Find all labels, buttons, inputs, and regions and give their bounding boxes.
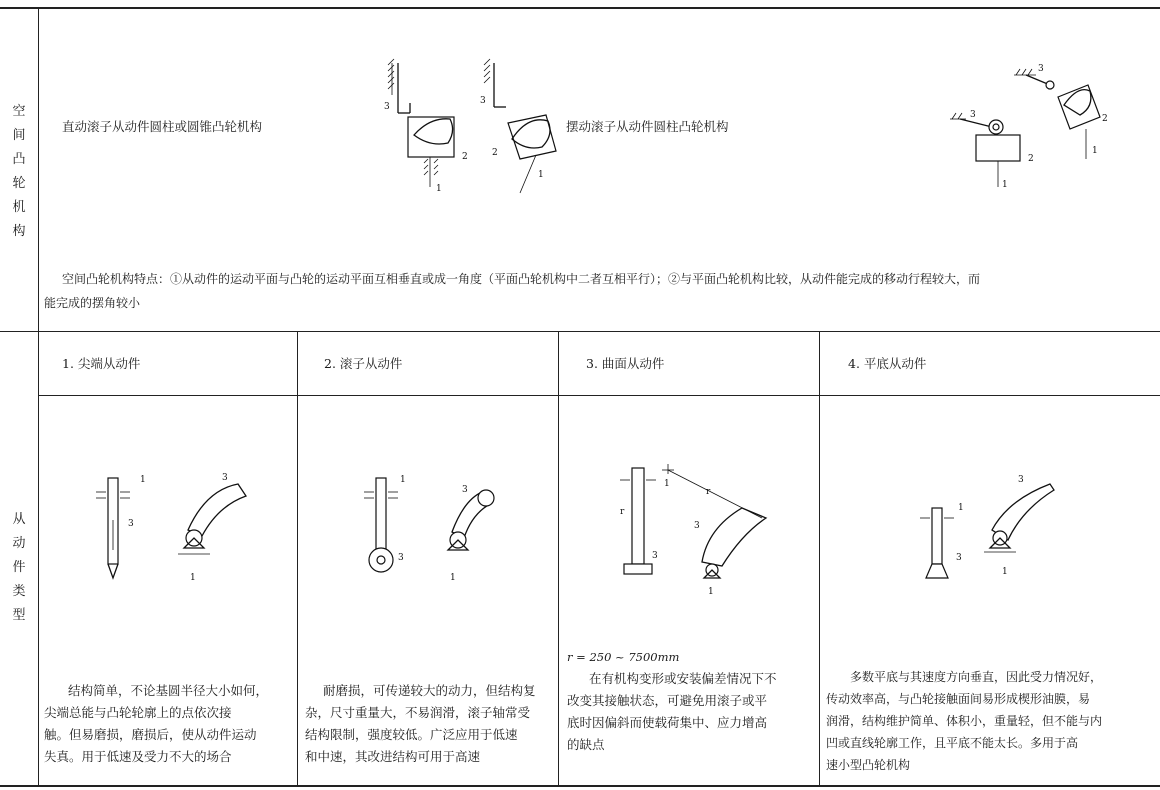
roller-follower-figure [352,470,522,590]
part-number-label: 3 [652,551,658,561]
description-line: 多数平底与其速度方向垂直，因此受力情况好， [850,670,1103,684]
part-number-label: 1 [450,573,456,583]
curved-face-follower-description [567,646,817,756]
part-number-label: 1 [958,503,964,513]
description-line: 失真。用于低速及受力不大的场合 [44,749,232,764]
description-line: 的缺点 [567,737,605,752]
part-number-label: 1 [708,587,714,597]
knife-edge-follower-description [44,680,294,768]
description-line: 速小型凸轮机构 [826,758,911,772]
space-cam-section-label [0,100,38,244]
part-number-label: 1 [436,184,442,194]
description-line: 触。但易磨损，磨损后，使从动件运动 [44,727,257,742]
flat-face-follower-header: 4. 平底从动件 [848,356,927,371]
radius-range-formula: r = 250 ~ 7500mm [567,650,680,664]
part-number-label: 3 [398,553,404,563]
follower-type-section-label [0,508,38,628]
label-char: 间 [12,128,26,143]
part-number-label: 3 [694,521,700,531]
space-cam-features-line1: 空间凸轮机构特点：①从动件的运动平面与凸轮的运动平面互相垂直或成一角度（平面凸轮机构中二者互相平行）；②与平面凸轮机构比较，从动件能完成的移动行程较大，而 [62,272,981,286]
part-number-label: 3 [970,110,976,120]
oscillating-roller-cam-title: 摆动滚子从动件圆柱凸轮机构 [566,119,729,134]
part-number-label: 2 [492,148,498,158]
column-rule-1 [297,331,298,785]
translating-roller-cam-figure [370,55,570,200]
description-line: 杂，尺寸重量大，不易润滑，滚子轴常受 [305,705,531,720]
description-line: 传动效率高，与凸轮接触面间易形成楔形油膜，易 [826,692,1091,706]
flat-face-follower-figure [918,470,1088,590]
label-column-rule [38,7,39,785]
part-number-label: 3 [1018,475,1024,485]
label-char: 机 [12,200,26,215]
label-char: 空 [12,104,26,119]
part-number-label: 3 [462,485,468,495]
description-line: 底时因偏斜而使载荷集中、应力增高 [567,715,768,730]
part-number-label: 3 [956,553,962,563]
part-number-label: 1 [1002,567,1008,577]
label-char: 从 [12,512,26,527]
translating-roller-cam-title: 直动滚子从动件圆柱或圆锥凸轮机构 [62,119,263,134]
part-number-label: 1 [400,475,406,485]
label-char: 件 [12,560,26,575]
section-divider-rule [0,331,1160,332]
description-line: 润滑，结构维护简单、体积小，重量轻，但不能与内 [826,714,1103,728]
label-char: 轮 [12,176,26,191]
oscillating-roller-cam-figure [940,55,1120,195]
column-rule-3 [819,331,820,785]
follower-header-rule [38,395,1160,396]
label-char: 构 [12,224,26,239]
part-number-label: 3 [384,102,390,112]
part-number-label: 2 [1028,154,1034,164]
label-char: 类 [12,584,26,599]
description-line: 结构限制，强度较低。广泛应用于低速 [305,727,518,742]
part-number-label: 3 [222,473,228,483]
description-line: 改变其接触状态，可避免用滚子或平 [567,693,768,708]
table-top-rule [0,7,1160,9]
description-line: 耐磨损，可传递较大的动力，但结构复 [323,683,536,698]
table-bottom-rule [0,785,1160,787]
part-number-label: 1 [664,479,670,489]
part-number-label: 1 [538,170,544,180]
knife-edge-follower-header: 1. 尖端从动件 [62,356,141,371]
description-line: 结构简单，不论基圆半径大小如何， [68,683,269,698]
r-label: r [706,487,711,497]
part-number-label: 1 [1002,180,1008,190]
part-number-label: 3 [480,96,486,106]
space-cam-features-line2: 能完成的摆角较小 [44,296,141,310]
curved-face-follower-header: 3. 曲面从动件 [586,356,665,371]
r-label: r [620,507,625,517]
part-number-label: 1 [190,573,196,583]
curved-face-follower-figure [612,458,802,598]
part-number-label: 3 [1038,64,1044,74]
part-number-label: 1 [140,475,146,485]
label-char: 凸 [12,152,26,167]
roller-follower-header: 2. 滚子从动件 [324,356,403,371]
description-line: 和中速，其改进结构可用于高速 [305,749,481,764]
part-number-label: 3 [128,519,134,529]
column-rule-2 [558,331,559,785]
label-char: 动 [12,536,26,551]
knife-edge-follower-figure [88,470,258,590]
flat-face-follower-description [826,666,1156,776]
part-number-label: 2 [462,152,468,162]
part-number-label: 1 [1092,146,1098,156]
description-line: 凹或直线轮廓工作，且平底不能太长。多用于高 [826,736,1079,750]
roller-follower-description [305,680,555,768]
description-line: 尖端总能与凸轮轮廓上的点依次接 [44,705,232,720]
label-char: 型 [12,608,26,623]
description-line: 在有机构变形或安装偏差情况下不 [589,671,777,686]
part-number-label: 2 [1102,114,1108,124]
